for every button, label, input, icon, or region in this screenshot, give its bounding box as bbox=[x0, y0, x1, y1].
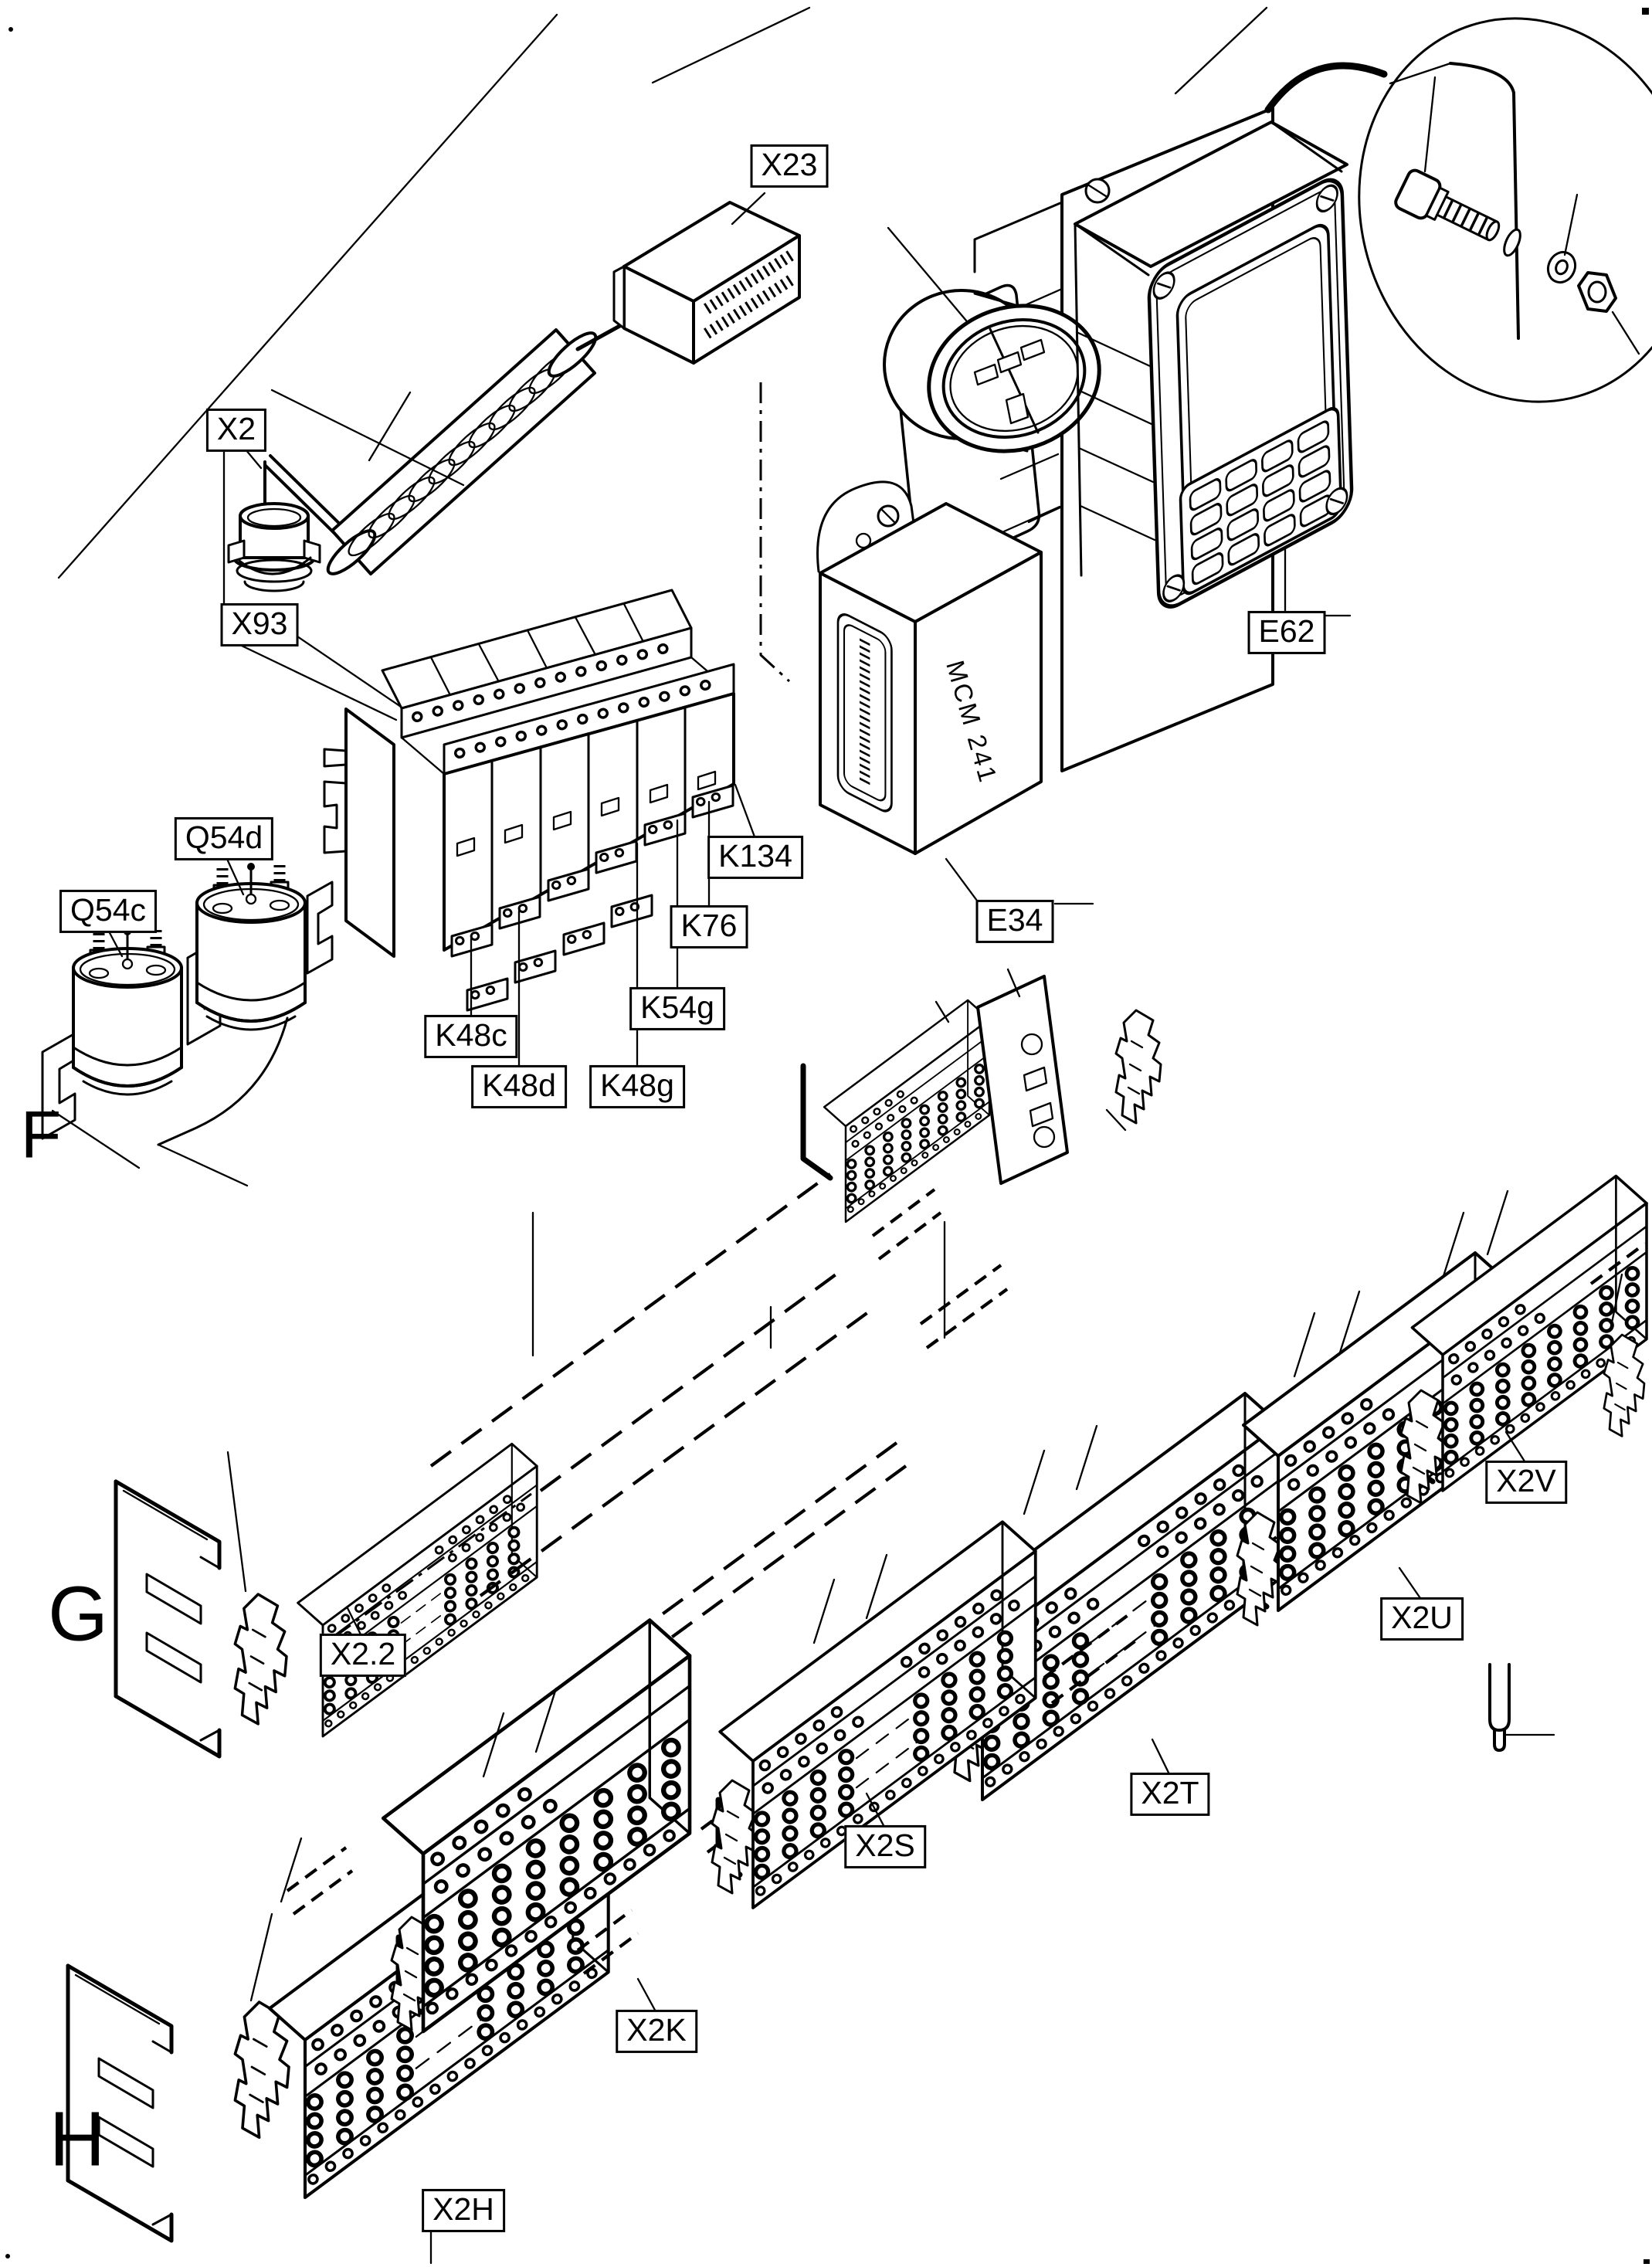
connector-x23-drawing bbox=[614, 193, 799, 363]
part-label-x2s: X2S bbox=[844, 1825, 926, 1868]
part-label-e34: E34 bbox=[976, 900, 1054, 943]
part-label-q54d: Q54d bbox=[175, 817, 273, 860]
terminal-block-x2v bbox=[1412, 1176, 1647, 1491]
part-label-e62: E62 bbox=[1248, 611, 1326, 654]
mcm-241-marking: MCM 241 bbox=[941, 657, 1003, 787]
corrugated-tube bbox=[322, 327, 601, 580]
connector-x93-drawing bbox=[229, 504, 320, 591]
part-label-k48d: K48d bbox=[471, 1065, 567, 1108]
part-label-x2: X2 bbox=[206, 409, 266, 452]
section-letter-f: F bbox=[20, 1098, 62, 1173]
probe-pin bbox=[1490, 1665, 1554, 1750]
part-label-x2k: X2K bbox=[616, 2010, 697, 2053]
section-letter-h: H bbox=[49, 2096, 106, 2183]
section-letter-g: G bbox=[48, 1570, 108, 1658]
part-label-x93: X93 bbox=[221, 603, 299, 647]
part-label-q54c: Q54c bbox=[59, 890, 157, 933]
part-label-k76: K76 bbox=[670, 905, 748, 949]
part-label-x2v: X2V bbox=[1485, 1461, 1567, 1504]
solenoid-q54c bbox=[73, 928, 181, 1094]
part-label-x2u: X2U bbox=[1380, 1597, 1464, 1641]
part-label-x2t: X2T bbox=[1130, 1773, 1209, 1816]
part-label-k48c: K48c bbox=[424, 1015, 517, 1058]
part-label-k54g: K54g bbox=[629, 987, 725, 1030]
part-label-x2h: X2H bbox=[422, 2189, 505, 2232]
part-label-x23: X23 bbox=[751, 144, 829, 188]
din-rail-g bbox=[116, 1481, 219, 1756]
part-label-k48g: K48g bbox=[589, 1065, 685, 1108]
part-label-k134: K134 bbox=[707, 836, 803, 879]
dsub-connector bbox=[838, 610, 891, 816]
page-marks bbox=[5, 8, 1650, 2264]
relay-bank-drawing bbox=[272, 390, 755, 1068]
solenoid-q54d bbox=[197, 863, 305, 1030]
part-label-x2-2: X2.2 bbox=[320, 1634, 406, 1677]
